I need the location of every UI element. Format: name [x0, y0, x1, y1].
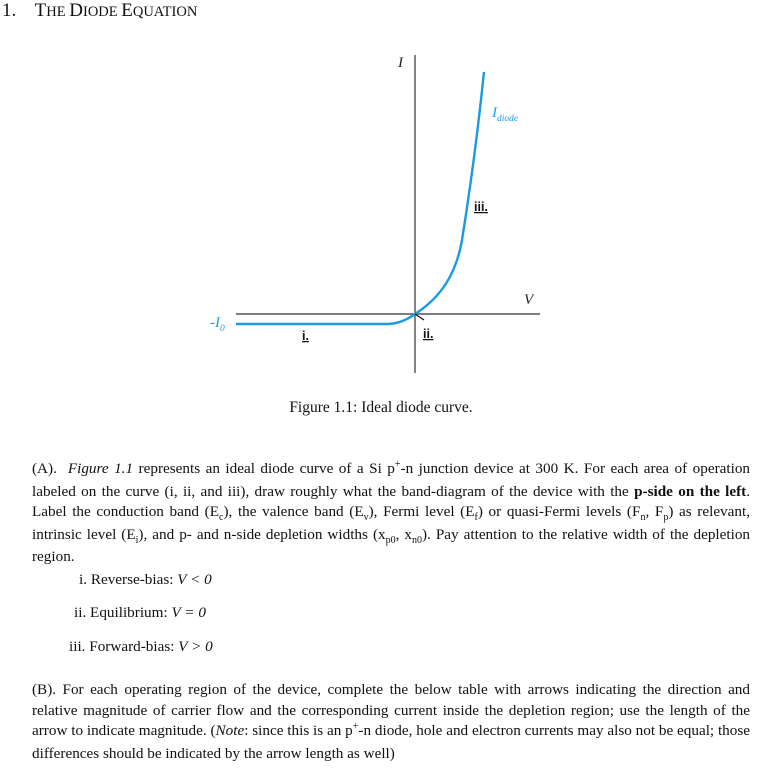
region-iii-label: iii.	[474, 200, 488, 214]
saturation-current-label: $-I_0$	[210, 315, 225, 334]
origin-arrow	[415, 314, 424, 320]
curve-label: $I_{diode}$	[492, 105, 519, 124]
x-axis-label: V	[524, 292, 534, 308]
part-b-paragraph: (B). For each operating region of the device, complete the below table with arrows indicating the direction and relative magnitude of carrier flow and the corresponding current inside the depletion region; use the length of the arrow to indicate magnitude. (Note: since this is an p+-n diode, hole and electron currents may also not be equal; those differences should be indicated by the arrow length as well)	[32, 681, 751, 762]
list-item: i. Reverse-bias: V < 0	[79, 571, 212, 588]
section-number: 1.	[2, 0, 17, 21]
region-i-label: i.	[302, 329, 309, 343]
list-item: ii. Equilibrium: V = 0	[74, 604, 206, 621]
figure-caption: Figure 1.1: Ideal diode curve.	[289, 399, 473, 416]
part-a-paragraph: (A). Figure 1.1 represents an ideal diode curve of a Si p+-n junction device at 300 K. For each area of operation labeled on the curve (i, ii, and iii), draw roughly what the band-diagram of the device with the p-side on the left. Label the conduction band $(E_c)$, the valence band $(E_v)$, Fermi level $(E_f)$ or quasi-Fermi levels ($F_n$, $F_p$) as relevant, intrinsic level $(E_i)$, and p- and n-side depletion widths ($x_{p0}$, $x_{n0}$). Pay attention to the relative width of the depletion region.	[32, 459, 751, 566]
section-title-word-1: THE	[34, 0, 70, 21]
section-title-word-3: EQUATION	[121, 0, 198, 21]
section-title-word-2: DIODE	[69, 0, 122, 21]
y-axis-label: I	[398, 55, 403, 71]
list-item: iii. Forward-bias: V > 0	[69, 638, 213, 655]
region-ii-label: ii.	[423, 327, 434, 341]
diode-curve	[236, 72, 484, 324]
